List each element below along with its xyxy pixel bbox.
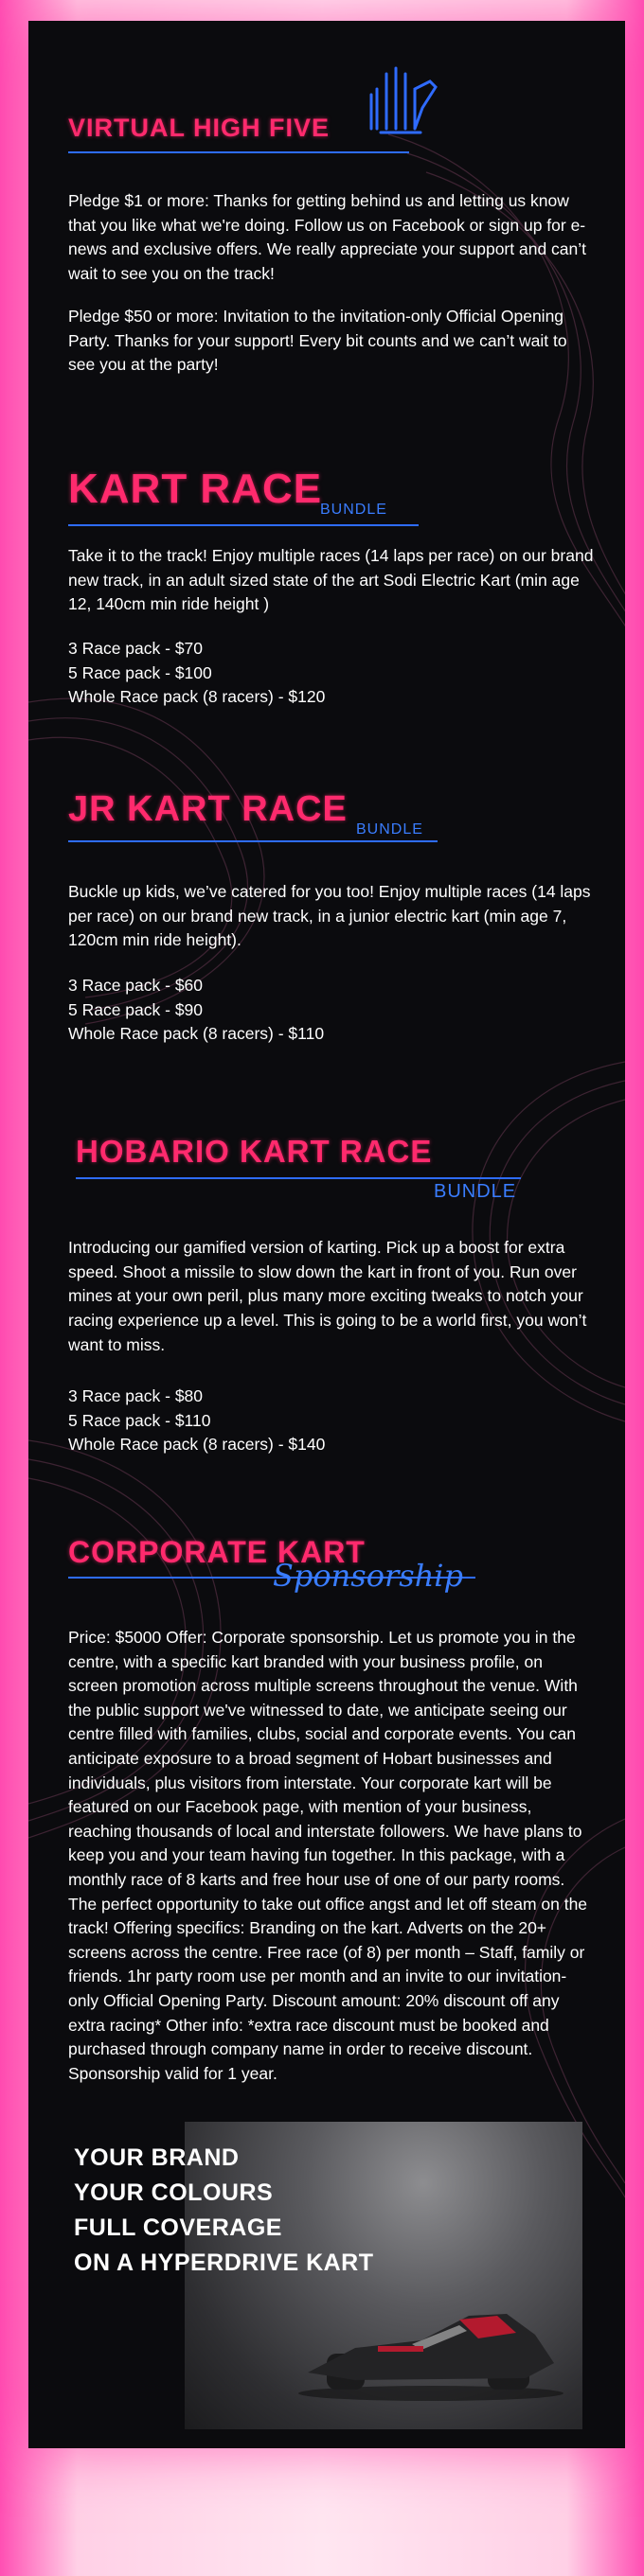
kart-race-title: KART RACE (68, 466, 323, 512)
kart-race-description: Take it to the track! Enjoy multiple races (14 laps per race) on our brand new track, in an adult sized state of the art Sodi Electric Kart (min age 12, 140cm min ride height ) (68, 546, 594, 614)
hobario-underline (76, 1177, 521, 1179)
promo-line: ON A HYPERDRIVE KART (74, 2250, 374, 2276)
corporate-title: CORPORATE KART (68, 1535, 366, 1569)
price-line: 5 Race pack - $100 (68, 662, 212, 682)
promo-line: FULL COVERAGE (74, 2214, 282, 2241)
price-line: Whole Race pack (8 racers) - $140 (68, 1435, 326, 1455)
go-kart-icon (298, 2287, 564, 2401)
high-five-title: VIRTUAL HIGH FIVE (68, 114, 331, 142)
promo-line: YOUR BRAND (74, 2144, 240, 2171)
hobario-description: Introducing our gamified version of karting. Pick up a boost for extra speed. Shoot a missile to slow down the kart in front of you. Run over mines at your own peril, plus many more exciting tweaks to notch your racing experience up a level. This is going to be a world first, you won’t want to miss. (68, 1238, 587, 1354)
hobario-subtitle: BUNDLE (434, 1181, 517, 1202)
corporate-description: Price: $5000 Offer: Corporate sponsorship. Let us promote you in the centre, with a specific kart branded with your business profile, on screen promotion across multiple screens throughout the venue. With the public support we've witnessed to date, we anticipate seeing our centre filled with families, clubs, social and corporate events. You can anticipate exposure to a broad segment of Hobart businesses and individuals, plus visitors from interstate. Your corporate kart will be featured on our Facebook page, with mention of your business, reaching thousands of local and interstate followers. We have plans to keep you and your team having fun together. In this package, with a monthly race of 8 karts and free hour use of one of our party rooms. The perfect opportunity to take out office angst and let off steam on the track! Offering specifics: Branding on the kart. Adverts on the 20+ screens across the centre. Free race (of 8) per month – Staff, family or friends. 1hr party room use per month and an invite to our invitation-only Official Opening Party. Discount amount: 20% discount off any extra racing* Other info: *extra race discount must be booked and purchased through company name in order to receive discount. Sponsorship valid for 1 year. (68, 1628, 588, 2083)
kart-race-prices (68, 637, 325, 710)
jr-kart-race-subtitle: BUNDLE (356, 821, 423, 838)
neon-hand-icon (349, 61, 453, 136)
jr-kart-race-prices (68, 974, 324, 1047)
jr-kart-race-title: JR KART RACE (68, 789, 348, 829)
hobario-title: HOBARIO KART RACE (76, 1134, 433, 1169)
price-line: 5 Race pack - $110 (68, 1410, 211, 1430)
promo-text (74, 2141, 374, 2281)
price-line: 3 Race pack - $60 (68, 976, 204, 995)
kart-race-underline (68, 524, 419, 526)
price-line: 5 Race pack - $90 (68, 999, 204, 1019)
jr-kart-race-underline (68, 840, 438, 842)
high-five-underline (68, 151, 409, 153)
kart-race-subtitle: BUNDLE (320, 502, 387, 518)
price-line: Whole Race pack (8 racers) - $110 (68, 1024, 325, 1044)
corporate-subtitle: Sponsorship (273, 1558, 464, 1594)
hobario-prices (68, 1385, 325, 1457)
high-five-pledge-1: Pledge $1 or more: Thanks for getting behind us and letting us know that you like what we're doing. Follow us on Facebook or sign up for e-news and exclusive offers. We really appreciate your support and can’t wait to see you on the track! (68, 191, 587, 284)
pledge-panel (28, 21, 625, 2448)
jr-kart-race-description: Buckle up kids, we’ve catered for you too! Enjoy multiple races (14 laps per race) on our brand new track, in a junior electric kart (min age 7, 120cm min ride height). (68, 882, 591, 950)
promo-line: YOUR COLOURS (74, 2179, 274, 2206)
high-five-pledge-2: Pledge $50 or more: Invitation to the invitation-only Official Opening Party. Thanks for your support! Every bit counts and we can’t wait to see you at the party! (68, 307, 567, 375)
price-line: Whole Race pack (8 racers) - $120 (68, 687, 326, 707)
price-line: 3 Race pack - $80 (68, 1386, 204, 1405)
price-line: 3 Race pack - $70 (68, 639, 204, 658)
